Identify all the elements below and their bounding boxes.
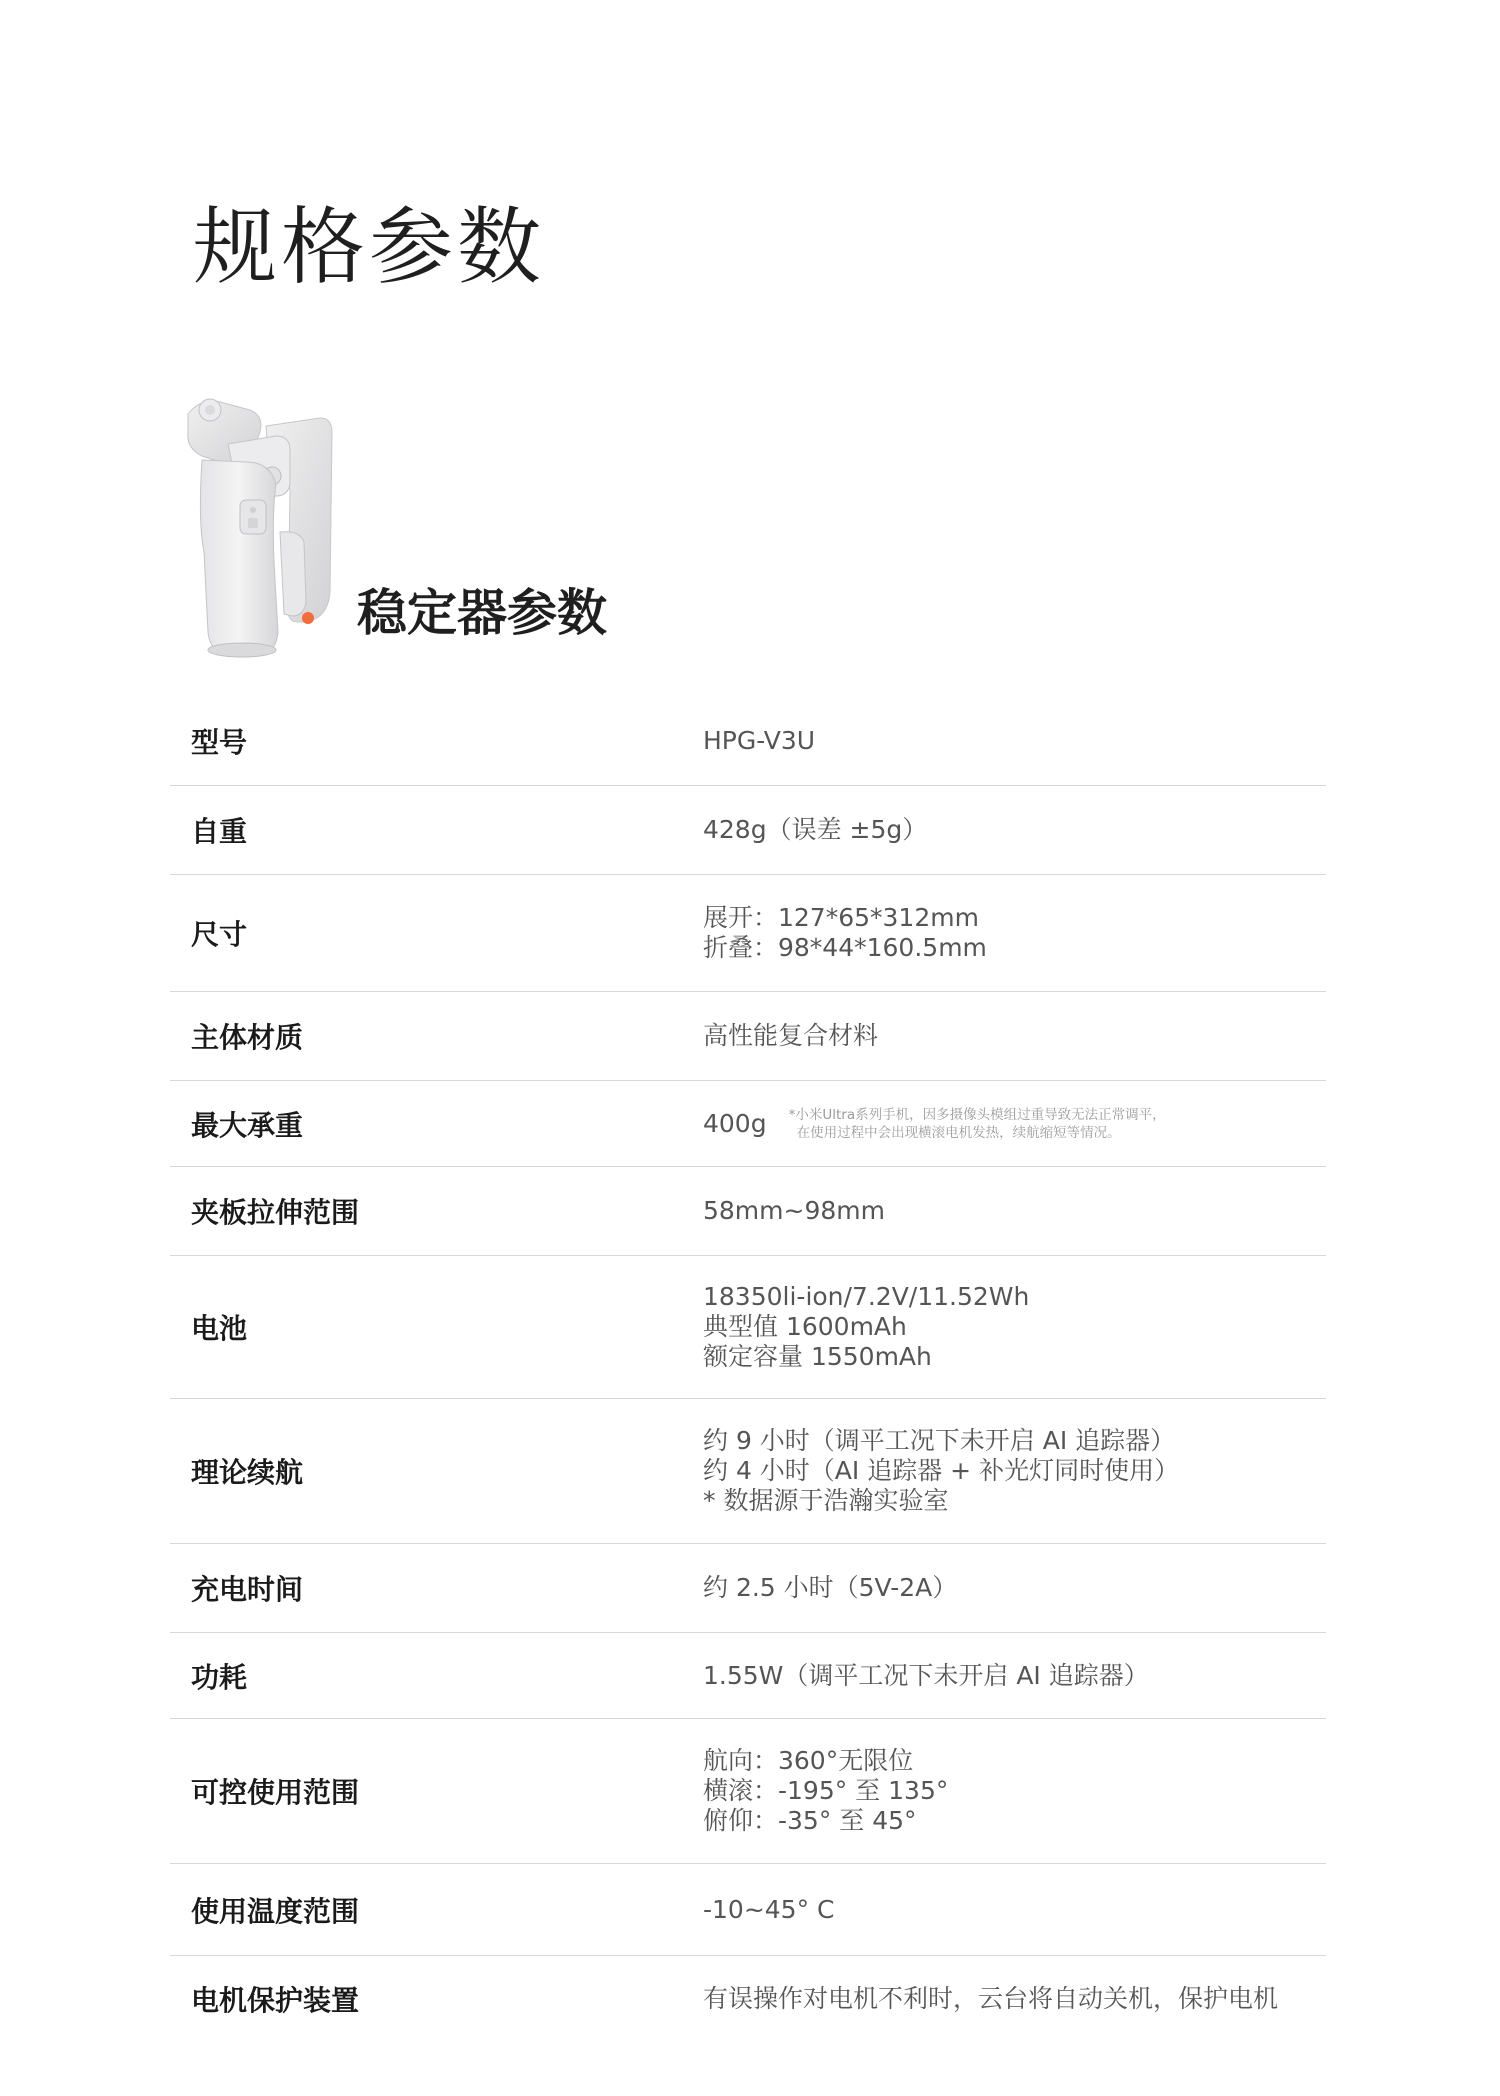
- spec-value-line: -10~45° C: [703, 1894, 835, 1924]
- spec-value-line: HPG-V3U: [703, 726, 816, 755]
- spec-value-line: 典型值 1600mAh: [703, 1312, 907, 1341]
- spec-label: 充电时间: [191, 1573, 304, 1606]
- spec-row-temperature: [170, 1864, 1326, 1956]
- spec-value-line: 1.55W（调平工况下未开启 AI 追踪器）: [703, 1660, 1149, 1690]
- spec-row-motor-protection: [170, 1956, 1326, 2042]
- spec-row-model: [170, 697, 1326, 786]
- spec-row-material: [170, 992, 1326, 1081]
- spec-value-line: 400g: [703, 1108, 767, 1138]
- spec-value-line: 展开：127*65*312mm: [703, 903, 979, 932]
- spec-value-line: 折叠：98*44*160.5mm: [703, 933, 987, 962]
- spec-note-line: 在使用过程中会出现横滚电机发热，续航缩短等情况。: [796, 1124, 1121, 1141]
- spec-row-control-range: [170, 1719, 1326, 1864]
- spec-value-line: * 数据源于浩瀚实验室: [703, 1486, 949, 1515]
- spec-value-line: 58mm~98mm: [703, 1196, 885, 1225]
- spec-value: [703, 1746, 948, 1836]
- spec-row-clamp-range: [170, 1167, 1326, 1256]
- spec-row-battery: [170, 1256, 1326, 1399]
- spec-value: [703, 1573, 957, 1603]
- spec-value-line: 航向：360°无限位: [703, 1746, 914, 1775]
- spec-value: [703, 1426, 1179, 1516]
- spec-value: [703, 815, 927, 845]
- spec-value: [703, 726, 815, 756]
- spec-label: 使用温度范围: [191, 1894, 360, 1928]
- spec-label: 自重: [191, 815, 248, 848]
- spec-value-line: 428g（误差 ±5g）: [703, 815, 928, 844]
- spec-value: [703, 1196, 885, 1226]
- spec-row-power: [170, 1633, 1326, 1719]
- spec-label: 可控使用范围: [191, 1776, 360, 1809]
- spec-row-battery-life: [170, 1399, 1326, 1544]
- spec-row-charging-time: [170, 1544, 1326, 1633]
- spec-value-line: 额定容量 1550mAh: [703, 1342, 932, 1371]
- spec-value-line: 约 9 小时（调平工况下未开启 AI 追踪器）: [703, 1426, 1176, 1455]
- spec-value: [703, 1661, 1149, 1691]
- spec-value-line: 18350li-ion/7.2V/11.52Wh: [703, 1282, 1030, 1311]
- spec-label: 理论续航: [191, 1456, 304, 1489]
- spec-value-line: 横滚：-195° 至 135°: [703, 1776, 949, 1805]
- spec-value: [703, 903, 987, 963]
- gimbal-stabilizer-icon: [180, 392, 340, 662]
- spec-row-weight: [170, 786, 1326, 875]
- spec-value: [703, 1895, 835, 1925]
- spec-row-size: [170, 875, 1326, 992]
- spec-label: 型号: [191, 726, 248, 759]
- spec-row-max-load: [170, 1081, 1326, 1167]
- spec-value: [703, 1984, 1278, 2014]
- spec-note: [789, 1106, 1166, 1142]
- spec-label: 电池: [191, 1312, 248, 1345]
- spec-value: [703, 1021, 878, 1051]
- spec-value: [703, 1282, 1029, 1372]
- spec-label: 功耗: [191, 1660, 248, 1694]
- spec-value: [703, 1106, 1166, 1142]
- spec-label: 夹板拉伸范围: [191, 1196, 360, 1229]
- spec-value-line: 约 2.5 小时（5V-2A）: [703, 1573, 958, 1602]
- section-title: 稳定器参数: [357, 584, 607, 642]
- page-title: 规格参数: [193, 198, 546, 296]
- spec-value-line: 有误操作对电机不利时，云台将自动关机，保护电机: [703, 1984, 1279, 2013]
- spec-value-line: 高性能复合材料: [703, 1021, 879, 1050]
- spec-table: [170, 697, 1326, 2042]
- spec-label: 最大承重: [191, 1108, 304, 1142]
- spec-label: 电机保护装置: [191, 1984, 360, 2017]
- spec-note-line: *小米Ultra系列手机，因多摄像头模组过重导致无法正常调平，: [788, 1106, 1166, 1123]
- spec-value-line: 俯仰：-35° 至 45°: [703, 1806, 917, 1835]
- spec-value-line: 约 4 小时（AI 追踪器 + 补光灯同时使用）: [703, 1456, 1180, 1485]
- spec-label: 主体材质: [191, 1021, 304, 1054]
- spec-label: 尺寸: [191, 918, 248, 951]
